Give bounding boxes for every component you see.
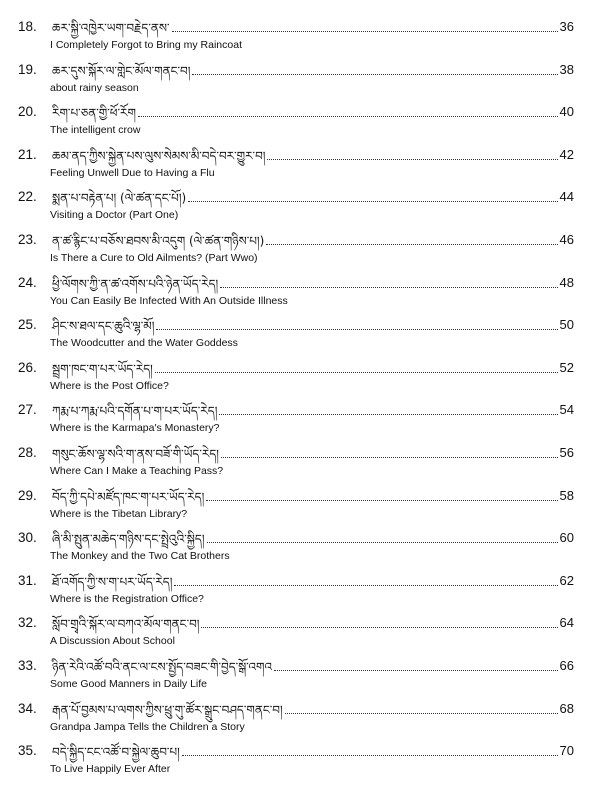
page-number: 36 <box>559 19 574 34</box>
english-title: Feeling Unwell Due to Having a Flu <box>50 166 215 179</box>
entry-title-line <box>52 656 574 676</box>
toc-entry <box>0 443 600 485</box>
entry-title-line <box>52 528 574 548</box>
toc-entry <box>0 17 600 59</box>
page-number: 68 <box>559 700 574 716</box>
page-number: 46 <box>559 232 574 247</box>
dot-leader <box>285 713 558 714</box>
entry-title-line <box>52 17 574 37</box>
tibetan-title: ཉིན་རེའི་འཚོ་བའི་ནང་ལ་ངས་སྤྱོད་བཟང་གི་བྱེད་སྒོ་འགའ <box>52 660 273 674</box>
tibetan-title: རྒན་པོ་བྱམས་པ་ལགས་ཀྱིས་ཕྲུ་གུ་ཚོར་སྒྲུང་བཤད་གནང་བ། <box>52 702 283 717</box>
page-number: 58 <box>559 487 574 503</box>
entry-title-line <box>52 613 574 633</box>
entry-title-line <box>52 571 574 591</box>
toc-entry <box>0 102 600 144</box>
toc-entry <box>0 613 600 655</box>
entry-number: 19. <box>18 61 37 77</box>
entry-title-line <box>52 230 574 250</box>
page-number: 42 <box>559 146 574 162</box>
english-title: I Completely Forgot to Bring my Raincoat <box>50 39 242 51</box>
dot-leader <box>267 159 557 160</box>
dot-leader <box>207 542 558 543</box>
entry-number: 21. <box>18 146 37 162</box>
tibetan-title: བདེ་སྐྱིད་ངང་འཚོ་བ་སྐྱེལ་ཆུབ་པ། <box>52 745 180 760</box>
entry-number: 32. <box>18 615 37 631</box>
page-number: 64 <box>559 615 574 631</box>
dot-leader <box>156 329 557 330</box>
page-number: 48 <box>559 274 574 290</box>
toc-entry <box>0 358 600 400</box>
page-number: 66 <box>559 658 574 673</box>
tibetan-title: ཀརྨ་པ་ཀརྨ་པའི་དགོན་པ་ག་པར་ཡོད་རེད། <box>52 404 218 419</box>
english-title: Visiting a Doctor (Part One) <box>50 209 179 222</box>
entry-number: 31. <box>18 572 37 588</box>
english-title: Where is the Registration Office? <box>50 592 204 605</box>
entry-number: 23. <box>18 232 37 247</box>
tibetan-title: ཆར་དུས་སྐོར་ལ་གླེང་མོལ་གནང་བ། <box>52 63 191 78</box>
english-title: Where is the Tibetan Library? <box>50 507 188 520</box>
page-number: 40 <box>559 104 574 120</box>
english-title: Where is the Karmapa's Monastery? <box>50 422 220 435</box>
entry-number: 25. <box>18 317 37 333</box>
tibetan-title: ཤིང་ས་ཐལ་དང་ཆུའི་ལྷ་མོ། <box>52 319 155 334</box>
entry-title-line <box>52 315 574 335</box>
tibetan-title: གསུང་ཆོས་ལྷ་སའི་ག་ནས་བཟོ་གི་ཡོད་རེད། <box>52 447 219 461</box>
toc-entry <box>0 187 600 229</box>
page-number: 50 <box>559 317 574 333</box>
english-title: Where is the Post Office? <box>50 379 169 392</box>
page-number: 56 <box>559 445 574 460</box>
english-title: about rainy season <box>50 81 139 94</box>
english-title: Grandpa Jampa Tells the Children a Story <box>50 720 245 733</box>
toc-entry <box>0 571 600 613</box>
tibetan-title: ཞི་མི་སྤུན་མཆེད་གཉིས་དང་སྤྲེའུའི་སྐྱིད། <box>52 532 205 547</box>
tibetan-title: རིག་པ་ཅན་གྱི་ཕོ་རོག <box>52 106 136 121</box>
tibetan-title: བོད་ཀྱི་དཔེ་མཛོད་ཁང་ག་པར་ཡོད་རེད། <box>52 489 205 504</box>
dot-leader <box>174 585 557 586</box>
entry-number: 26. <box>18 359 37 375</box>
english-title: You Can Easily Be Infected With An Outside Illness <box>50 294 288 307</box>
toc-entry <box>0 528 600 570</box>
dot-leader <box>221 457 558 458</box>
tibetan-title: ཕྱི་ལོགས་ཀྱི་ན་ཚ་འགོས་པའི་ཉེན་ཡོད་རེད། <box>52 276 219 291</box>
page-number: 44 <box>559 189 574 205</box>
dot-leader <box>201 627 557 628</box>
entry-title-line <box>52 699 574 719</box>
dot-leader <box>219 414 557 415</box>
page-number: 70 <box>559 743 574 759</box>
toc-entry <box>0 656 600 698</box>
entry-title-line <box>52 400 574 420</box>
entry-number: 34. <box>18 700 37 716</box>
toc-entry <box>0 60 600 102</box>
entry-number: 33. <box>18 658 37 673</box>
entry-title-line <box>52 187 574 207</box>
entry-number: 28. <box>18 445 37 460</box>
tibetan-title: ན་ཚ་རྙིང་པ་བཅོས་ཐབས་མི་འདུག (ལེ་ཚན་གཉིས་པ།) <box>52 234 265 248</box>
english-title: The Monkey and the Two Cat Brothers <box>50 550 230 563</box>
toc-entry <box>0 273 600 315</box>
entry-title-line <box>52 273 574 293</box>
tibetan-title: ཐོ་འགོད་ཀྱི་ས་ག་པར་ཡོད་རེད། <box>52 574 173 589</box>
entry-number: 24. <box>18 274 37 290</box>
dot-leader <box>266 244 557 245</box>
dot-leader <box>206 500 557 501</box>
page-number: 60 <box>559 530 574 546</box>
entry-number: 27. <box>18 402 37 418</box>
dot-leader <box>192 74 557 75</box>
entry-title-line <box>52 741 574 761</box>
english-title: The Woodcutter and the Water Goddess <box>50 337 238 350</box>
tibetan-title: སྦྲག་ཁང་ག་པར་ཡོད་རེད། <box>52 361 153 376</box>
entry-title-line <box>52 102 574 122</box>
entry-title-line <box>52 486 574 506</box>
toc-entry <box>0 315 600 357</box>
page-number: 38 <box>559 61 574 77</box>
entry-number: 35. <box>18 743 37 759</box>
toc-entry <box>0 400 600 442</box>
tibetan-title: ཆམ་ནད་ཀྱིས་སྐྱེན་པས་ལུས་སེམས་མི་བདེ་བར་གྱུར་བ། <box>52 148 266 163</box>
dot-leader <box>138 116 558 117</box>
entry-title-line <box>52 443 574 463</box>
entry-title-line <box>52 358 574 378</box>
dot-leader <box>155 372 558 373</box>
entry-number: 18. <box>18 19 37 34</box>
english-title: The intelligent crow <box>50 124 141 137</box>
english-title: Where Can I Make a Teaching Pass? <box>50 465 224 477</box>
tibetan-title: སློབ་གྲྭའི་སྐོར་ལ་བཀའ་མོལ་གནང་བ། <box>52 617 200 632</box>
tibetan-title: སྨན་པ་བརྟེན་པ། (ལེ་ཚན་དང་པོ།) <box>52 191 187 206</box>
toc-entry <box>0 230 600 272</box>
toc-entry <box>0 486 600 528</box>
dot-leader <box>188 201 557 202</box>
dot-leader <box>182 755 558 756</box>
toc-entry <box>0 741 600 783</box>
dot-leader <box>274 670 558 671</box>
english-title: A Discussion About School <box>50 635 175 648</box>
english-title: Some Good Manners in Daily Life <box>50 678 207 690</box>
page-number: 54 <box>559 402 574 418</box>
toc-entry <box>0 145 600 187</box>
entry-number: 22. <box>18 189 37 205</box>
page-number: 62 <box>559 572 574 588</box>
english-title: To Live Happily Ever After <box>50 763 171 776</box>
entry-number: 20. <box>18 104 37 120</box>
tibetan-title: ཆར་སྐྱི་འཁྱེར་ཡག་བརྗེད་ནས་ <box>52 21 170 35</box>
english-title: Is There a Cure to Old Ailments? (Part Wwo) <box>50 252 258 264</box>
toc-entry <box>0 699 600 741</box>
entry-number: 29. <box>18 487 37 503</box>
entry-title-line <box>52 60 574 80</box>
dot-leader <box>172 31 558 32</box>
entry-number: 30. <box>18 530 37 546</box>
entry-title-line <box>52 145 574 165</box>
dot-leader <box>220 287 557 288</box>
page-number: 52 <box>559 359 574 375</box>
